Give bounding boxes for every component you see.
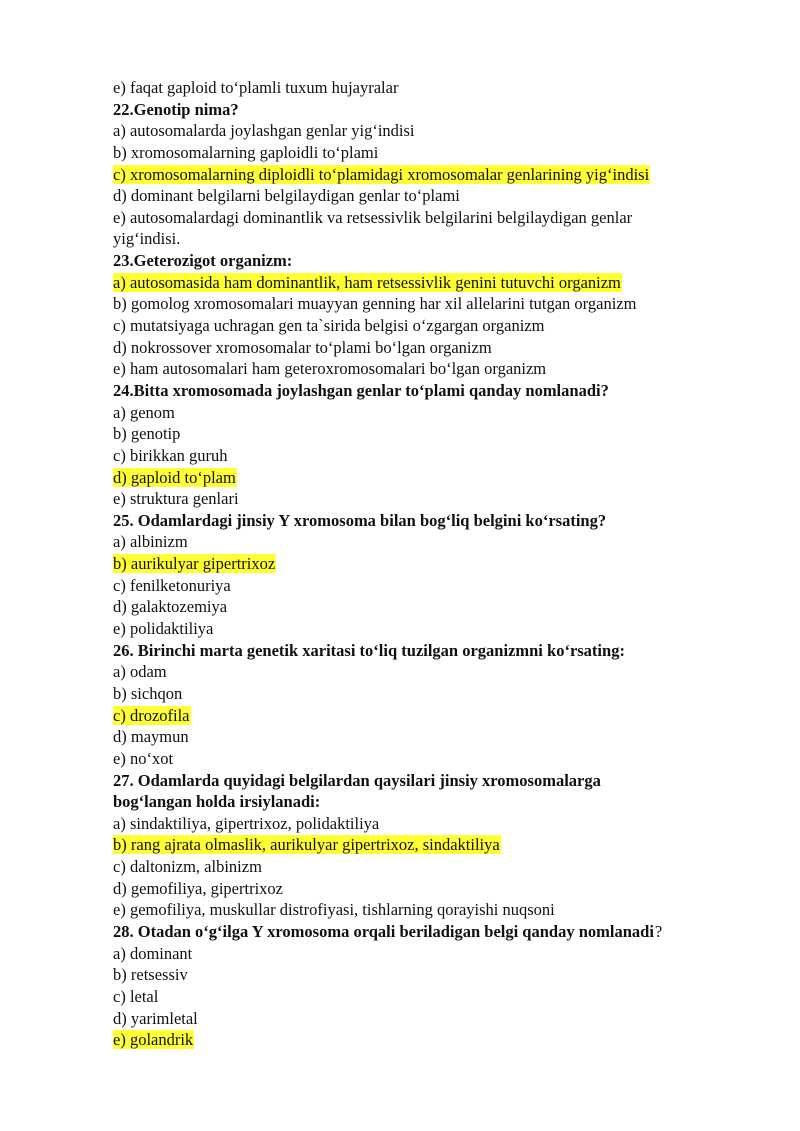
line-text: 22.Genotip nima?	[113, 99, 239, 119]
option-line	[113, 142, 753, 164]
line-text: 28. Otadan o‘g‘ilga Y xromosoma orqali beriladigan belgi qanday nomlanadi	[113, 921, 654, 941]
line-text: e) gemofiliya, muskullar distrofiyasi, tishlarning qorayishi nuqsoni	[113, 900, 555, 920]
line-text: bog‘langan holda irsiylanadi:	[113, 792, 321, 812]
option-line	[113, 986, 753, 1008]
question-line	[113, 250, 753, 272]
option-line	[113, 964, 753, 986]
option-line	[113, 337, 753, 359]
option-line	[113, 293, 753, 315]
line-text: e) struktura genlari	[113, 489, 239, 509]
line-text: e) no‘xot	[113, 748, 174, 768]
option-line	[113, 228, 753, 250]
highlighted-answer-line	[113, 705, 753, 727]
option-line	[113, 748, 753, 770]
highlighted-answer-line	[113, 553, 753, 575]
option-line	[113, 185, 753, 207]
line-text: d) maymun	[113, 727, 189, 747]
line-text: b) rang ajrata olmaslik, aurikulyar gipertrixoz, sindaktiliya	[113, 835, 500, 855]
highlighted-answer-line	[113, 467, 753, 489]
line-text: 26. Birinchi marta genetik xaritasi to‘liq tuzilgan organizmni ko‘rsating:	[113, 640, 625, 660]
question-line	[113, 380, 753, 402]
line-text: b) sichqon	[113, 683, 183, 703]
option-line	[113, 618, 753, 640]
line-text: b) gomolog xromosomalari muayyan genning har xil allelarini tutgan organizm	[113, 294, 637, 314]
option-line	[113, 899, 753, 921]
option-line	[113, 661, 753, 683]
line-text: c) birikkan guruh	[113, 445, 228, 465]
option-line	[113, 120, 753, 142]
option-line	[113, 445, 753, 467]
option-line	[113, 943, 753, 965]
option-line	[113, 878, 753, 900]
option-line	[113, 315, 753, 337]
line-text: 27. Odamlarda quyidagi belgilardan qaysilari jinsiy xromosomalarga	[113, 770, 601, 790]
option-line	[113, 358, 753, 380]
line-text: c) mutatsiyaga uchragan gen ta`sirida belgisi o‘zgargan organizm	[113, 316, 545, 336]
question-line	[113, 640, 753, 662]
line-text: c) xromosomalarning diploidli to‘plamidagi xromosomalar genlarining yig‘indisi	[113, 164, 650, 184]
option-line	[113, 423, 753, 445]
highlighted-answer-line	[113, 272, 753, 294]
highlighted-answer-line	[113, 1029, 753, 1051]
line-text: c) letal	[113, 986, 159, 1006]
line-text: a) genom	[113, 402, 175, 422]
option-line	[113, 813, 753, 835]
line-text: c) drozofila	[113, 705, 190, 725]
line-text: e) golandrik	[113, 1030, 194, 1050]
line-text: yig‘indisi.	[113, 229, 181, 249]
line-text: e) autosomalardagi dominantlik va retsessivlik belgilarini belgilaydigan genlar	[113, 207, 633, 227]
line-text: 25. Odamlardagi jinsiy Y xromosoma bilan bog‘liq belgini ko‘rsating?	[113, 510, 607, 530]
option-line	[113, 683, 753, 705]
option-line	[113, 1008, 753, 1030]
line-text: b) genotip	[113, 424, 181, 444]
line-text: e) ham autosomalari ham geteroxromosomalari bo‘lgan organizm	[113, 359, 547, 379]
option-line	[113, 488, 753, 510]
question-line	[113, 921, 753, 943]
line-text: a) albinizm	[113, 532, 188, 552]
line-text: d) dominant belgilarni belgilaydigan genlar to‘plami	[113, 186, 460, 206]
line-text: a) autosomasida ham dominantlik, ham retsessivlik genini tutuvchi organizm	[113, 272, 621, 292]
line-text: d) gemofiliya, gipertrixoz	[113, 878, 283, 898]
line-text: a) sindaktiliya, gipertrixoz, polidaktiliya	[113, 813, 380, 833]
line-text: d) nokrossover xromosomalar to‘plami bo‘lgan organizm	[113, 337, 492, 357]
question-line	[113, 791, 753, 813]
line-text: e) faqat gaploid to‘plamli tuxum hujayralar	[113, 78, 399, 97]
line-text: d) yarimletal	[113, 1008, 198, 1028]
line-text: c) daltonizm, albinizm	[113, 857, 262, 877]
option-line	[113, 77, 753, 99]
line-text: a) dominant	[113, 943, 193, 963]
option-line	[113, 726, 753, 748]
highlighted-answer-line	[113, 164, 753, 186]
document-body	[113, 77, 753, 1051]
line-text: a) autosomalarda joylashgan genlar yig‘indisi	[113, 121, 415, 141]
option-line	[113, 856, 753, 878]
line-text: a) odam	[113, 662, 167, 682]
option-line	[113, 531, 753, 553]
highlighted-answer-line	[113, 834, 753, 856]
line-text: b) xromosomalarning gaploidli to‘plami	[113, 142, 379, 162]
question-line	[113, 99, 753, 121]
line-text: 24.Bitta xromosomada joylashgan genlar to‘plami qanday nomlanadi?	[113, 380, 609, 400]
option-line	[113, 207, 753, 229]
line-text: d) galaktozemiya	[113, 597, 228, 617]
question-line	[113, 510, 753, 532]
option-line	[113, 402, 753, 424]
option-line	[113, 575, 753, 597]
line-text: d) gaploid to‘plam	[113, 467, 236, 487]
line-tail-text: ?	[654, 921, 663, 941]
line-text: c) fenilketonuriya	[113, 575, 231, 595]
line-text: b) retsessiv	[113, 965, 188, 985]
option-line	[113, 596, 753, 618]
line-text: b) aurikulyar gipertrixoz	[113, 554, 276, 574]
question-line	[113, 770, 753, 792]
line-text: e) polidaktiliya	[113, 619, 214, 639]
line-text: 23.Geterozigot organizm:	[113, 251, 293, 271]
